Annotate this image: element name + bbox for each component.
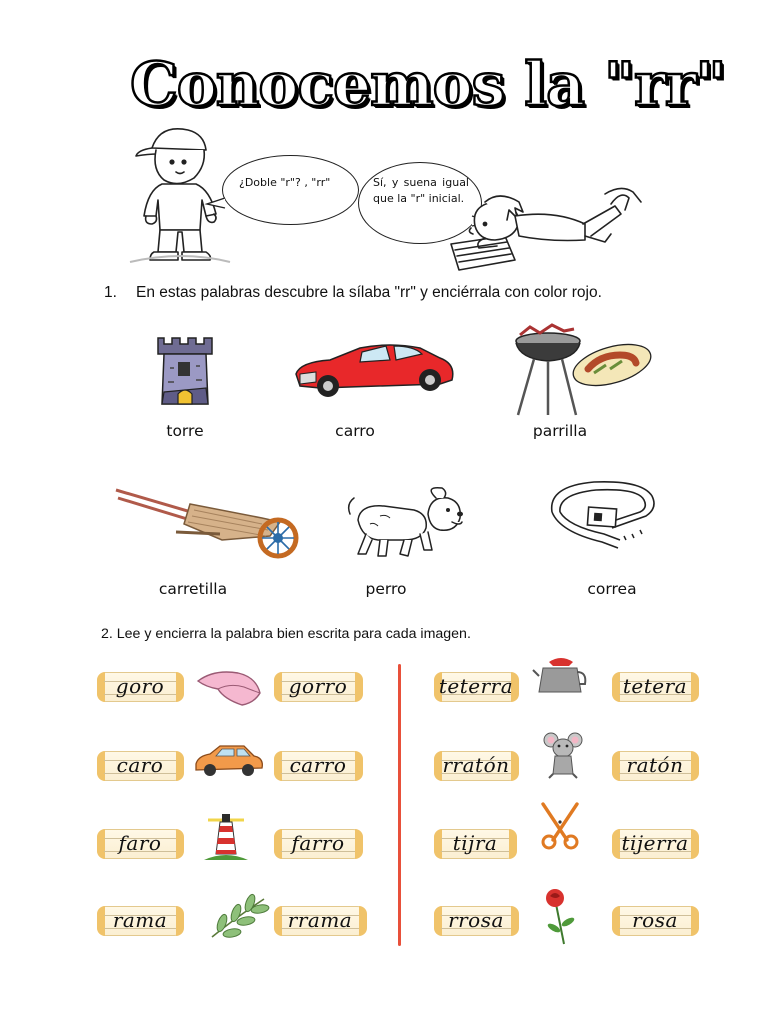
word-label: carretilla xyxy=(158,580,228,598)
word-option[interactable] xyxy=(612,829,698,859)
word-option-text: faro xyxy=(118,831,162,855)
word-option-text: teterra xyxy=(438,674,514,698)
column-divider xyxy=(398,664,401,946)
speech-bubble-left xyxy=(222,155,359,225)
word-option-text: carro xyxy=(289,753,347,777)
word-label: parrilla xyxy=(532,422,588,440)
word-option[interactable] xyxy=(434,751,518,781)
exercise-1-instruction-text: En estas palabras descubre la sílaba "rr" y enciérrala con color rojo. xyxy=(136,284,602,301)
speech-bubble-left-text: ¿Doble "r"? , "rr" xyxy=(239,176,331,189)
branch-icon xyxy=(208,893,268,941)
word-option-text: rratón xyxy=(442,753,510,777)
word-option-text: tetera xyxy=(622,674,688,698)
word-option[interactable] xyxy=(612,751,698,781)
word-option-text: rama xyxy=(112,908,168,932)
word-option-text: tijra xyxy=(452,831,498,855)
word-option[interactable] xyxy=(612,672,698,702)
page-title: Conocemos la "rr" xyxy=(130,50,726,120)
belt-icon xyxy=(542,476,658,552)
word-option[interactable] xyxy=(274,906,366,936)
word-label: torre xyxy=(166,422,204,440)
speech-bubble-right-text: Sí, y suena igual que la "r" inicial. xyxy=(373,176,469,205)
word-option[interactable] xyxy=(97,751,183,781)
word-option[interactable] xyxy=(97,906,183,936)
word-option[interactable] xyxy=(274,751,362,781)
word-option[interactable] xyxy=(274,829,362,859)
tower-icon xyxy=(150,332,220,408)
exercise-1-instruction xyxy=(104,284,602,302)
red-car-icon xyxy=(290,338,460,400)
word-label: correa xyxy=(587,580,637,598)
word-option-text: ratón xyxy=(626,753,684,777)
mouse-icon xyxy=(543,730,583,780)
word-option[interactable] xyxy=(612,906,698,936)
word-option[interactable] xyxy=(97,829,183,859)
car-icon xyxy=(192,742,266,782)
word-option-text: farro xyxy=(291,831,345,855)
word-option-text: gorro xyxy=(288,674,348,698)
bubble-tail-left-icon xyxy=(205,196,229,210)
word-option-text: goro xyxy=(115,674,165,698)
word-option[interactable] xyxy=(434,906,518,936)
boy-standing-illustration xyxy=(122,120,232,265)
word-option-text: caro xyxy=(116,753,164,777)
rose-icon xyxy=(538,886,582,946)
wheelbarrow-icon xyxy=(112,482,304,560)
word-option[interactable] xyxy=(274,672,362,702)
word-option[interactable] xyxy=(97,672,183,702)
boy-reading-illustration xyxy=(445,180,645,272)
dog-icon xyxy=(344,484,466,560)
exercise-2-instruction: 2. Lee y encierra la palabra bien escrita para cada imagen. xyxy=(101,626,471,642)
lighthouse-icon xyxy=(202,812,250,862)
cap-icon xyxy=(194,663,266,709)
scissors-icon xyxy=(537,800,583,850)
word-label: perro xyxy=(365,580,407,598)
word-option-text: rrosa xyxy=(448,908,504,932)
word-option-text: rosa xyxy=(632,908,678,932)
teapot-icon xyxy=(533,654,589,698)
word-option[interactable] xyxy=(434,829,516,859)
word-option-text: tijerra xyxy=(621,831,689,855)
grill-icon xyxy=(510,325,655,417)
word-label: carro xyxy=(335,422,375,440)
word-option[interactable] xyxy=(434,672,518,702)
exercise-1-number: 1. xyxy=(104,284,117,301)
word-option-text: rrama xyxy=(287,908,353,932)
